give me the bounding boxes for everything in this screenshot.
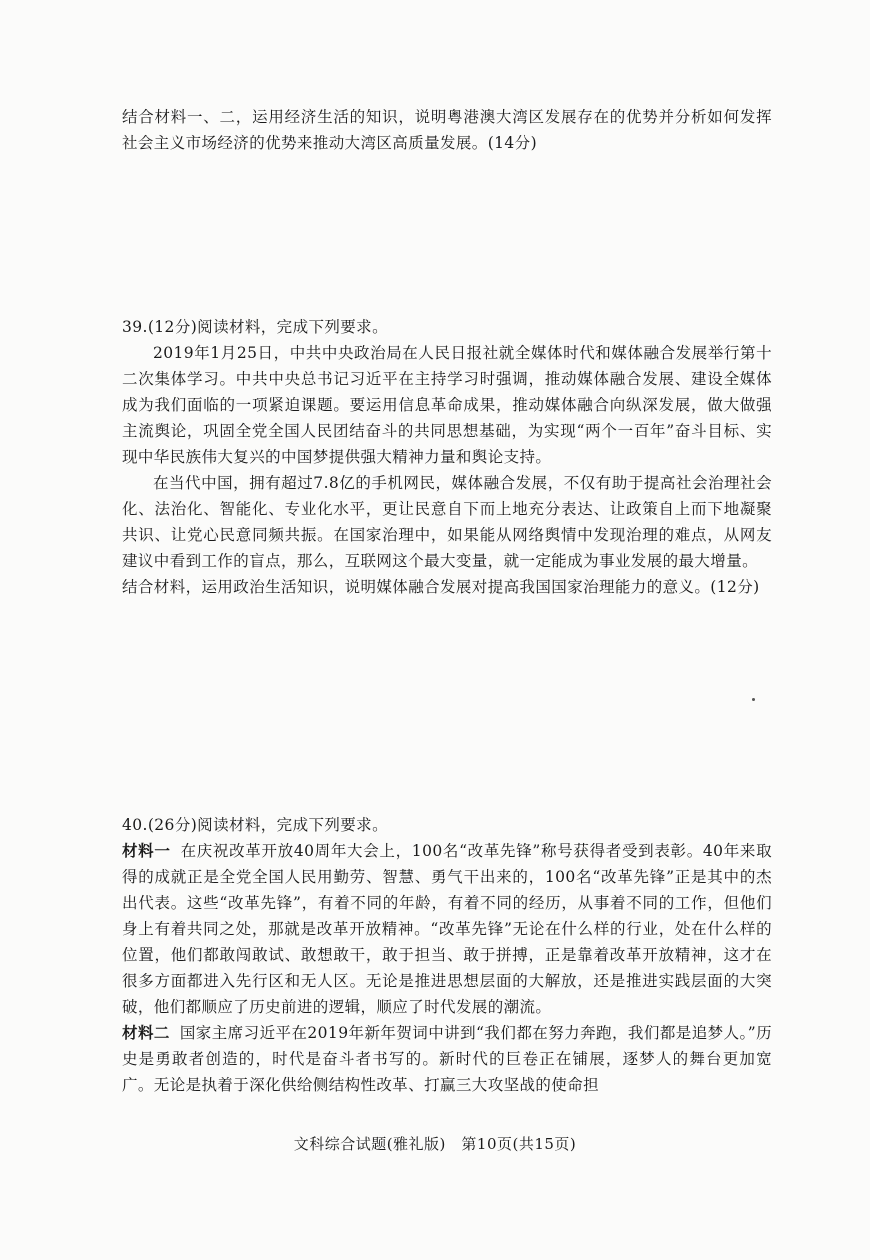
question-39-paragraph-1: 2019年1月25日，中共中央政治局在人民日报社就全媒体时代和媒体融合发展举行第十二次集体学习。中共中央总书记习近平在主持学习时强调，推动媒体融合发展、建设全媒体成为我们面临的一项紧迫课题。要运用信息革命成果，推动媒体融合向纵深发展，做大做强主流舆论，巩固全党全国人民团结奋斗的共同思想基础，为实现“两个一百年”奋斗目标、实现中华民族伟大复兴的中国梦提供强大精神力量和舆论支持。 <box>122 344 772 466</box>
question-39-paragraph-2: 在当代中国，拥有超过7.8亿的手机网民，媒体融合发展，不仅有助于提高社会治理社会化、法治化、智能化、专业化水平，更让民意自下而上地充分表达、让政策自上而下地凝聚共识、让党心民意同频共振。在国家治理中，如果能从网络舆情中发现治理的难点，从网友建议中看到工作的盲点，那么，互联网这个最大变量，就一定能成为事业发展的最大增量。 <box>122 474 772 570</box>
question-38-prompt <box>122 104 772 156</box>
question-40-heading: 40.(26分)阅读材料，完成下列要求。 <box>122 816 388 834</box>
question-39-heading: 39.(12分)阅读材料，完成下列要求。 <box>122 318 388 336</box>
material-1-label: 材料一 <box>122 841 171 860</box>
material-2-label: 材料二 <box>122 1023 170 1042</box>
material-2 <box>122 1020 772 1098</box>
question-38-text: 结合材料一、二，运用经济生活的知识，说明粤港澳大湾区发展存在的优势并分析如何发挥社会主义市场经济的优势来推动大湾区高质量发展。(14分) <box>122 108 772 152</box>
question-40 <box>122 812 772 1098</box>
page-footer: 文科综合试题(雅礼版) 第10页(共15页) <box>293 1135 577 1153</box>
question-39 <box>122 314 772 600</box>
scan-speck <box>752 698 755 701</box>
question-39-requirement: 结合材料，运用政治生活知识，说明媒体融合发展对提高我国国家治理能力的意义。(12分) <box>122 578 760 596</box>
material-2-text: 国家主席习近平在2019年新年贺词中讲到“我们都在努力奔跑，我们都是追梦人。”历史是勇敢者创造的，时代是奋斗者书写的。新时代的巨卷正在铺展，逐梦人的舞台更加宽广。无论是执着于深化供给侧结构性改革、打赢三大攻坚战的使命担 <box>122 1024 773 1094</box>
material-1-text: 在庆祝改革开放40周年大会上，100名“改革先锋”称号获得者受到表彰。40年来取得的成就正是全党全国人民用勤劳、智慧、勇气干出来的，100名“改革先锋”正是其中的杰出代表。这些“改革先锋”，有着不同的年龄，有着不同的经历，从事着不同的工作，但他们身上有着共同之处，那就是改革开放精神。“改革先锋”无论在什么样的行业，处在什么样的位置，他们都敢闯敢试、敢想敢干，敢于担当、敢于拼搏，正是靠着改革开放精神，这才在很多方面都进入先行区和无人区。无论是推进思想层面的大解放，还是推进实践层面的大突破，他们都顺应了历史前进的逻辑，顺应了时代发展的潮流。 <box>122 842 772 1016</box>
material-1 <box>122 838 772 1020</box>
